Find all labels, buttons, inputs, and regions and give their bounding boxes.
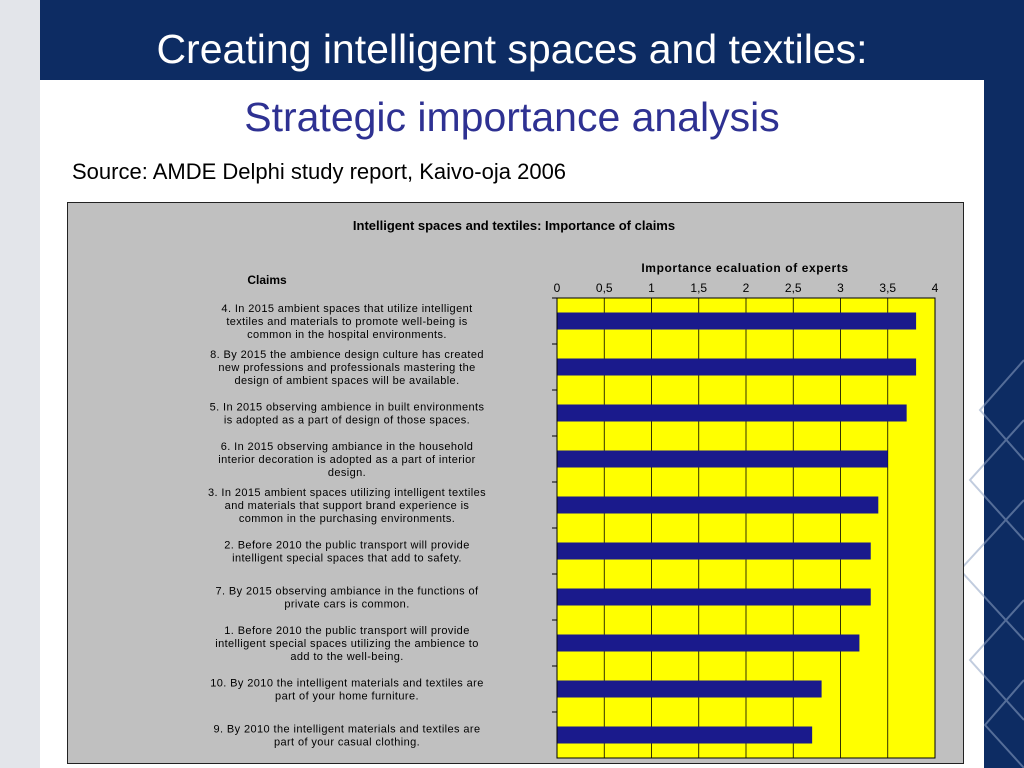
x-tick-label: 4: [931, 281, 939, 295]
x-tick-label: 3,5: [879, 281, 897, 295]
category-label: 4. In 2015 ambient spaces that utilize intelligent textiles and materials to promote well-being is common in the hospital environments.: [221, 303, 473, 341]
category-label: 8. By 2015 the ambience design culture has created new professions and professionals mastering the design of ambient spaces will be available.: [210, 349, 484, 387]
x-axis-title: Importance ecaluation of experts: [641, 261, 849, 275]
slide-title: Creating intelligent spaces and textiles:: [156, 26, 868, 72]
bar: [557, 727, 812, 744]
x-tick-label: 2: [742, 281, 750, 295]
category-label: 9. By 2010 the intelligent materials and textiles are part of your casual clothing.: [213, 723, 481, 749]
x-tick-label: 0: [553, 281, 561, 295]
chart-title: Intelligent spaces and textiles: Importance of claims: [352, 218, 676, 233]
y-axis-title: Claims: [247, 273, 287, 287]
category-label: 6. In 2015 observing ambiance in the household interior decoration is adopted as a part of interior design.: [218, 441, 476, 479]
source-note: Source: AMDE Delphi study report, Kaivo-oja 2006: [72, 159, 567, 184]
x-tick-label: 2,5: [784, 281, 802, 295]
bar: [557, 359, 916, 376]
x-tick-label: 0,5: [595, 281, 613, 295]
left-margin-strip: [0, 0, 40, 768]
category-label: 5. In 2015 observing ambience in built environments is adopted as a part of design of those spaces.: [209, 401, 485, 427]
category-label: 2. Before 2010 the public transport will provide intelligent special spaces that add to safety.: [224, 539, 470, 565]
category-label: 3. In 2015 ambient spaces utilizing intelligent textiles and materials that support brand experience is common in the purchasing environments.: [208, 487, 486, 525]
x-tick-label: 1,5: [690, 281, 708, 295]
bar: [557, 497, 878, 514]
bar: [557, 589, 871, 606]
category-label: 7. By 2015 observing ambiance in the functions of private cars is common.: [215, 585, 479, 611]
category-label: 1. Before 2010 the public transport will provide intelligent special spaces utilizing the ambience to add to the well-being.: [215, 625, 479, 663]
x-tick-label: 1: [648, 281, 655, 295]
slide-subtitle: Strategic importance analysis: [244, 94, 780, 140]
y-axis-categories: [208, 298, 557, 749]
importance-bar-chart: [67, 202, 964, 764]
category-label: 10. By 2010 the intelligent materials and textiles are part of your home furniture.: [210, 677, 484, 703]
x-axis-ticks: [554, 281, 939, 295]
bar: [557, 681, 822, 698]
bar: [557, 543, 871, 560]
x-tick-label: 3: [837, 281, 844, 295]
bar: [557, 313, 916, 330]
bar: [557, 405, 907, 422]
bar: [557, 635, 859, 652]
bar: [557, 451, 888, 468]
